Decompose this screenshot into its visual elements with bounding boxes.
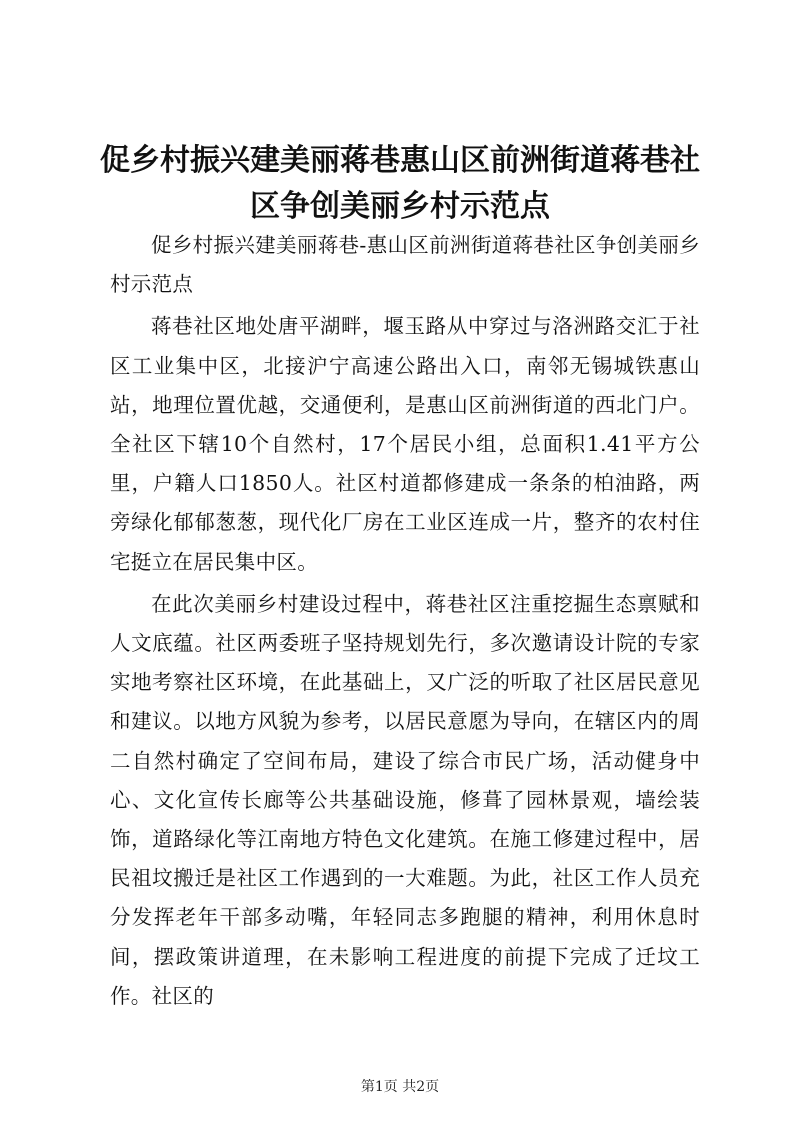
- paragraph-construction: 在此次美丽乡村建设过程中，蒋巷社区注重挖掘生态禀赋和人文底蕴。社区两委班子坚持规划先行，多次邀请设计院的专家实地考察社区环境，在此基础上，又广泛的听取了社区居民意见和建议。以地方风貌为参考，以居民意愿为导向，在辖区内的周二自然村确定了空间布局，建设了综合市民广场，活动健身中心、文化宣传长廊等公共基础设施，修葺了园林景观，墙绘装饰，道路绿化等江南地方特色文化建筑。在施工修建过程中，居民祖坟搬迁是社区工作遇到的一大难题。为此，社区工作人员充分发挥老年干部多动嘴，年轻同志多跑腿的精神，利用休息时间，摆政策讲道理，在未影响工程进度的前提下完成了迁坟工作。社区的: [110, 591, 700, 1008]
- paragraph-subtitle: 促乡村振兴建美丽蒋巷-惠山区前洲街道蒋巷社区争创美丽乡村示范点: [110, 233, 700, 297]
- document-body: [110, 226, 700, 1019]
- page-footer: 第1页 共2页: [360, 1079, 440, 1095]
- document-title: 促乡村振兴建美丽蒋巷惠山区前洲街道蒋巷社区争创美丽乡村示范点: [100, 143, 700, 224]
- paragraph-location: 蒋巷社区地处唐平湖畔，堰玉路从中穿过与洛洲路交汇于社区工业集中区，北接沪宁高速公路出入口，南邻无锡城铁惠山站，地理位置优越，交通便利，是惠山区前洲街道的西北门户。全社区下辖10个自然村，17个居民小组，总面积1.41平方公里，户籍人口1850人。社区村道都修建成一条条的柏油路，两旁绿化郁郁葱葱，现代化厂房在工业区连成一片，整齐的农村住宅挺立在居民集中区。: [110, 314, 700, 574]
